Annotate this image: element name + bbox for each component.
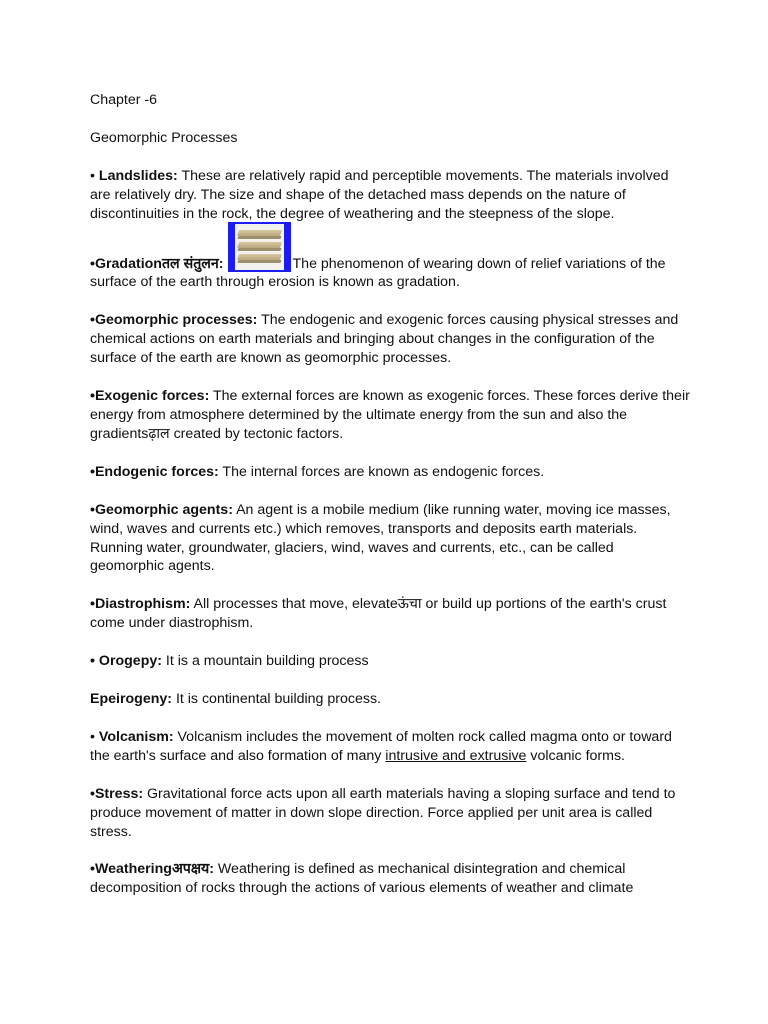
paragraph-gradation (90, 254, 690, 293)
paragraph-orogepy (90, 652, 690, 671)
definition-orogepy: It is a mountain building process (161, 653, 369, 670)
definition-gradation: The phenomenon of wearing down of relief variations of the surface of the earth through erosion is known as gradation. (90, 255, 666, 291)
paragraph-diastrophism (90, 595, 690, 633)
term-orogepy: • Orogepy: (90, 653, 162, 670)
term-endogenic-forces: •Endogenic forces: (90, 463, 219, 480)
paragraph-exogenic-forces (90, 387, 690, 444)
definition-volcanism-end: volcanic forms. (526, 747, 626, 764)
definition-geomorphic-agents: An agent is a mobile medium (like running water, moving ice masses, wind, waves and currents etc.) which removes, transports and deposits earth materials. Running water, groundwater, glaciers, wind, waves and currents, etc., can be called geomorphic agents. (90, 501, 671, 575)
term-gradation: •Gradationतल संतुलन: (90, 255, 224, 272)
layered-rock-illustration (228, 222, 291, 272)
document-page (90, 91, 690, 917)
definition-exogenic-forces: The external forces are known as exogenic forces. These forces derive their energy from atmosphere determined by the ultimate energy from the sun and also the gradientsढ़ाल created by tectonic factors. (90, 388, 690, 442)
term-geomorphic-agents: •Geomorphic agents: (90, 501, 233, 518)
paragraph-geomorphic-agents (90, 501, 690, 577)
chapter-text: Chapter -6 (90, 92, 158, 108)
bullet: • (90, 167, 99, 184)
paragraph-weathering (90, 860, 690, 898)
definition-volcanism-start: Volcanism includes the movement of molten rock called magma onto or toward the earth's surface and also formation of many (90, 728, 672, 764)
definition-diastrophism: All processes that move, elevateऊंचा or build up portions of the earth's crust come under diastrophism. (90, 596, 667, 632)
underlined-phrase: intrusive and extrusive (385, 747, 527, 764)
definition-stress: Gravitational force acts upon all earth materials having a sloping surface and tend to produce movement of matter in down slope direction. Force applied per unit area is called stress. (90, 785, 676, 840)
definition-endogenic-forces: The internal forces are known as endogenic forces. (218, 463, 545, 480)
term-geomorphic-processes: •Geomorphic processes: (90, 312, 258, 329)
paragraph-epeirogeny (90, 690, 690, 709)
chapter-label (90, 91, 690, 110)
term-diastrophism: •Diastrophism: (90, 596, 191, 613)
term-exogenic-forces: •Exogenic forces: (90, 388, 210, 405)
term-volcanism: Volcanism: (98, 728, 174, 745)
definition-weathering: Weathering is defined as mechanical disintegration and chemical decomposition of rocks through the actions of various elements of weather and climate (90, 861, 634, 897)
term-epeirogeny: Epeirogeny: (90, 691, 172, 708)
paragraph-endogenic-forces (90, 463, 690, 482)
term-weathering: •Weatheringअपक्षय: (90, 861, 214, 878)
term-stress: •Stress: (90, 785, 144, 802)
paragraph-volcanism (90, 728, 690, 766)
term-landslides: Landslides: (98, 167, 178, 184)
paragraph-stress (90, 785, 690, 842)
definition-geomorphic-processes: The endogenic and exogenic forces causing physical stresses and chemical actions on earth materials and bringing about changes in the configuration of the surface of the earth are known as geomorphic processes. (90, 312, 679, 367)
definition-landslides: These are relatively rapid and perceptible movements. The materials involved are relatively dry. The size and shape of the detached mass depends on the nature of discontinuities in the rock, the degree of weathering and the steepness of the slope. (90, 167, 669, 222)
definition-epeirogeny: It is continental building process. (172, 691, 381, 708)
title-text: Geomorphic Processes (90, 129, 238, 146)
bullet: • (90, 728, 99, 745)
document-title (90, 129, 690, 148)
paragraph-landslides (90, 167, 690, 224)
paragraph-geomorphic-processes (90, 311, 690, 368)
